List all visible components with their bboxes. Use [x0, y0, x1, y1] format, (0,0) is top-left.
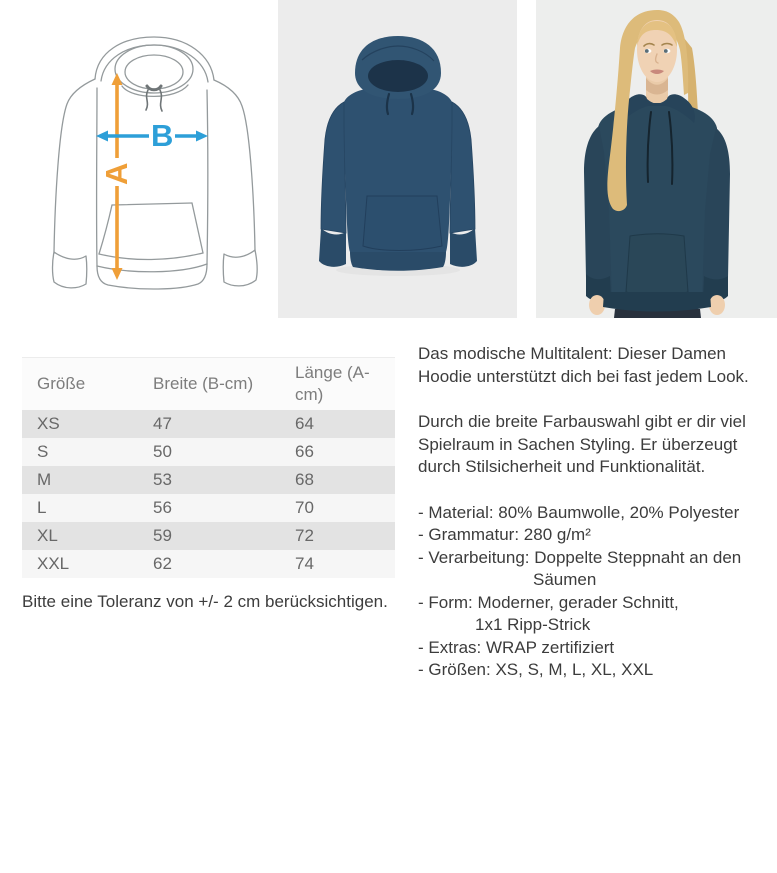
product-description: [418, 343, 777, 705]
measure-arrow-b: [96, 118, 208, 153]
description-paragraph-2: Durch die breite Farbauswahl gibt er dir viel Spielraum in Sachen Styling. Er überzeugt durch Stilsicherheit und Funktionalität.: [418, 412, 746, 476]
table-row-s: S 50 66: [22, 438, 395, 466]
measure-arrow-a: [99, 73, 134, 280]
hoodie-line-drawing: [40, 28, 270, 318]
table-row-xl: XL 59 72: [22, 522, 395, 550]
size-table-section: [22, 357, 395, 578]
col-header-breite: Breite (B-cm): [153, 374, 254, 393]
spec-material: - Material: 80% Baumwolle, 20% Polyester: [418, 502, 740, 522]
table-row-l: L 56 70: [22, 494, 395, 522]
col-header-groesse: Größe: [37, 374, 86, 393]
tolerance-note: Bitte eine Toleranz von +/- 2 cm berücksichtigen.: [22, 592, 388, 611]
spec-form-cont: 1x1 Ripp-Strick: [475, 615, 591, 634]
drawstrings: [146, 86, 162, 111]
hoodie-outline: [53, 37, 258, 289]
label-b: B: [151, 118, 174, 153]
spec-verarbeitung-cont: Säumen: [533, 570, 597, 589]
size-table: [22, 357, 395, 578]
table-row-m: M 53 68: [22, 466, 395, 494]
spec-form: - Form: Moderner, gerader Schnitt,: [418, 592, 679, 612]
model-photo-image: [536, 0, 777, 318]
description-paragraph-1: Das modische Multitalent: Dieser Damen Hoodie unterstützt dich bei fast jedem Look.: [418, 344, 749, 386]
table-row-xs: XS 47 64: [22, 410, 395, 438]
spec-groessen: - Größen: XS, S, M, L, XL, XXL: [418, 660, 654, 679]
model-photo: [536, 0, 777, 318]
spec-verarbeitung: - Verarbeitung: Doppelte Steppnaht an den: [418, 547, 742, 567]
spec-extras: - Extras: WRAP zertifiziert: [418, 637, 615, 657]
product-photo: [278, 0, 517, 318]
size-table-header-row: [22, 358, 395, 411]
table-row-xxl: XXL 62 74: [22, 550, 395, 578]
product-photo-image: [278, 0, 517, 318]
col-header-laenge: Länge (A-cm): [295, 363, 370, 404]
label-a: A: [99, 162, 134, 185]
description-spec-list: [418, 502, 777, 682]
size-diagram-image: [40, 28, 270, 318]
spec-grammatur: - Grammatur: 280 g/m²: [418, 525, 591, 544]
